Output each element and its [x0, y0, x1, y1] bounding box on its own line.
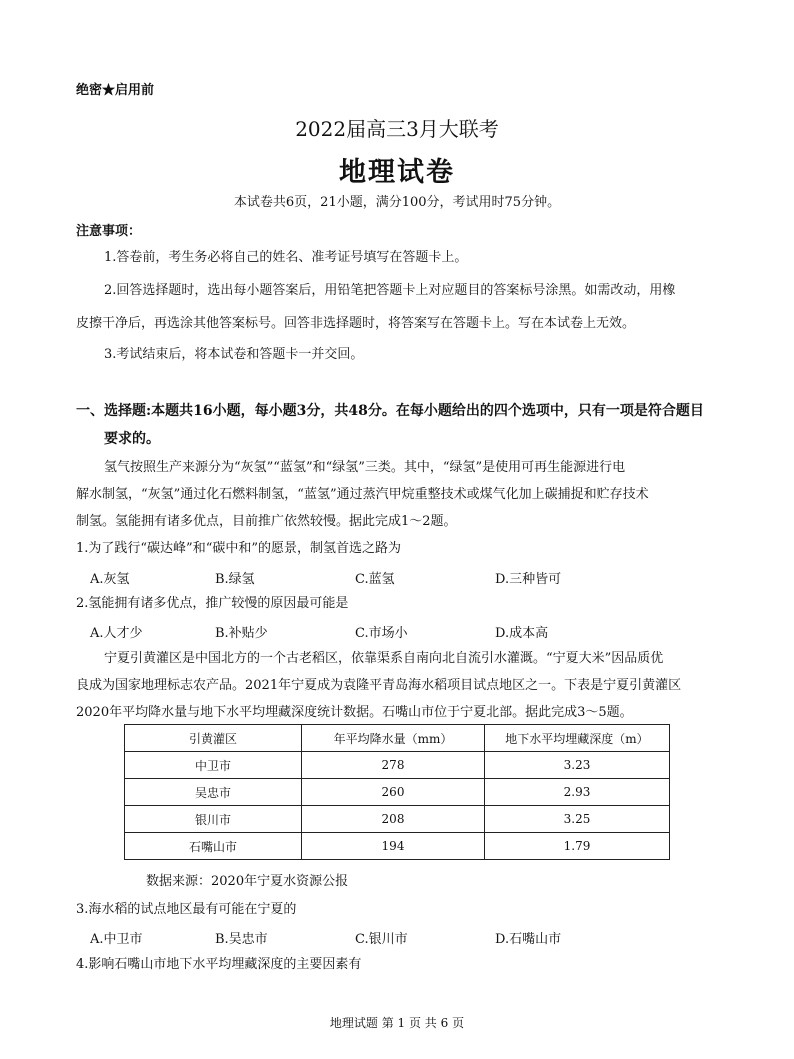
question-2-stem: 2.氢能拥有诸多优点，推广较慢的原因最可能是	[76, 596, 349, 611]
table-row	[125, 779, 670, 806]
notes-heading: 注意事项：	[76, 224, 142, 239]
q2-option-a: A.人才少	[90, 626, 143, 641]
table-header-row	[125, 725, 670, 752]
table-row	[125, 752, 670, 779]
section-1-heading-cont: 要求的。	[104, 431, 160, 447]
table-cell: 278	[302, 752, 485, 779]
q2-option-c: C.市场小	[355, 626, 408, 641]
note-2-line-2: 皮擦干净后，再选涂其他答案标号。回答非选择题时，将答案写在答题卡上。写在本试卷上无效。	[76, 316, 636, 331]
q1-option-c: C.蓝氢	[355, 572, 395, 587]
confidential-label: 绝密★启用前	[76, 83, 155, 98]
table-cell: 吴忠市	[125, 779, 302, 806]
question-3-stem: 3.海水稻的试点地区最有可能在宁夏的	[76, 902, 297, 917]
q2-option-d: D.成本高	[495, 626, 549, 641]
q2-option-b: B.补贴少	[215, 626, 268, 641]
question-1-stem: 1.为了践行“碳达峰”和“碳中和”的愿景，制氢首选之路为	[76, 541, 401, 556]
table-cell: 260	[302, 779, 485, 806]
note-2-line-1: 2.回答选择题时，选出每小题答案后，用铅笔把答题卡上对应题目的答案标号涂黑。如需改动，用橡	[104, 283, 676, 298]
table-cell: 3.23	[485, 752, 670, 779]
data-table	[124, 724, 670, 860]
passage-1-line-3: 制氢。氢能拥有诸多优点，目前推广依然较慢。据此完成1～2题。	[76, 514, 457, 529]
passage-2-line-1: 宁夏引黄灌区是中国北方的一个古老稻区，依靠渠系自南向北自流引水灌溉。“宁夏大米”因品质优	[104, 651, 664, 666]
table-cell: 石嘴山市	[125, 833, 302, 860]
table-cell: 银川市	[125, 806, 302, 833]
q1-option-b: B.绿氢	[215, 572, 255, 587]
passage-2-line-2: 良成为国家地理标志农产品。2021年宁夏成为袁隆平青岛海水稻项目试点地区之一。下表是宁夏引黄灌区	[76, 678, 682, 693]
table-cell: 1.79	[485, 833, 670, 860]
question-4-stem: 4.影响石嘴山市地下水平均埋藏深度的主要因素有	[76, 957, 362, 972]
q3-option-d: D.石嘴山市	[495, 932, 562, 947]
q3-option-c: C.银川市	[355, 932, 408, 947]
table-cell: 2.93	[485, 779, 670, 806]
table-cell: 194	[302, 833, 485, 860]
table-cell: 3.25	[485, 806, 670, 833]
page-footer: 地理试题 第 1 页 共 6 页	[329, 1016, 465, 1030]
passage-1-line-2: 解水制氢，“灰氢”通过化石燃料制氢，“蓝氢”通过蒸汽甲烷重整技术或煤气化加上碳捕捉和贮存技术	[76, 487, 649, 502]
subject-title: 地理试卷	[339, 157, 455, 188]
q1-option-d: D.三种皆可	[495, 572, 562, 587]
exam-title: 2022届高三3月大联考	[295, 117, 499, 141]
note-3: 3.考试结束后，将本试卷和答题卡一并交回。	[104, 347, 364, 362]
q3-option-b: B.吴忠市	[215, 932, 268, 947]
q3-option-a: A.中卫市	[90, 932, 143, 947]
exam-info: 本试卷共6页，21小题，满分100分，考试用时75分钟。	[233, 195, 561, 210]
note-1: 1.答卷前，考生务必将自己的姓名、准考证号填写在答题卡上。	[104, 250, 468, 265]
table-header: 引黄灌区	[125, 725, 302, 752]
table-header: 地下水平均埋藏深度（m）	[485, 725, 670, 752]
q1-option-a: A.灰氢	[90, 572, 130, 587]
table-cell: 中卫市	[125, 752, 302, 779]
passage-2-line-3: 2020年平均降水量与地下水平均埋藏深度统计数据。石嘴山市位于宁夏北部。据此完成3～5题。	[76, 705, 633, 720]
section-1-heading: 一、选择题:本题共16小题，每小题3分，共48分。在每小题给出的四个选项中，只有一项是符合题目	[76, 403, 704, 419]
table-row	[125, 806, 670, 833]
table-source: 数据来源：2020年宁夏水资源公报	[146, 874, 349, 889]
table-row	[125, 833, 670, 860]
table-cell: 208	[302, 806, 485, 833]
passage-1-line-1: 氢气按照生产来源分为“灰氢”“蓝氢”和“绿氢”三类。其中，“绿氢”是使用可再生能源进行电	[104, 460, 626, 475]
table-header: 年平均降水量（mm）	[302, 725, 485, 752]
